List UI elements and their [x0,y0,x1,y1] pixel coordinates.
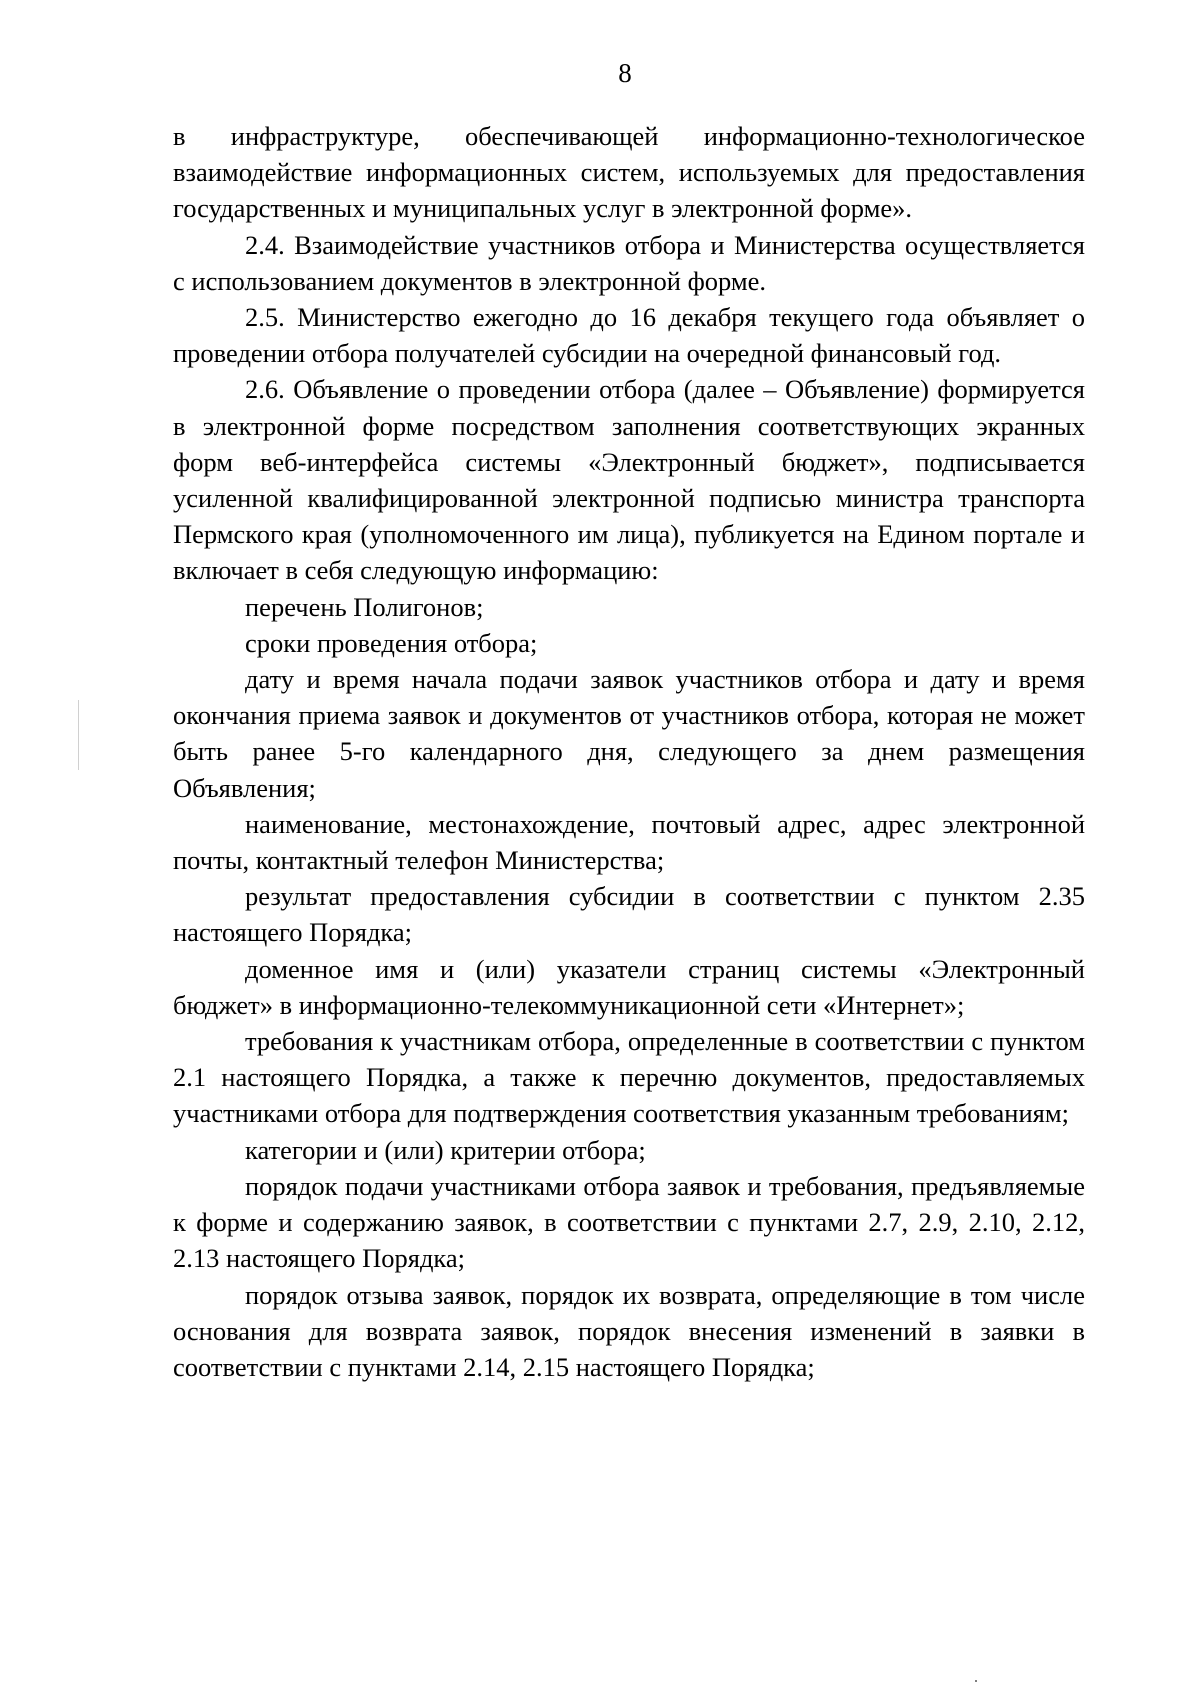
list-item-requirements: требования к участникам отбора, определенные в соответствии с пунктом 2.1 настоящего Порядка, а также к перечню документов, предоставляемых участниками отбора для подтверждения соответствия указанным требованиям; [173,1026,1085,1129]
paragraph-continuation: в инфраструктуре, обеспечивающей информационно-технологическое взаимодействие информационных систем, используемых для предоставления государственных и муниципальных услуг в электронной форме». [173,121,1085,224]
paragraph-2-4: 2.4. Взаимодействие участников отбора и Министерства осуществляется с использованием документов в электронной форме. [173,229,1085,296]
list-item-polygons: перечень Полигонов; [245,591,484,622]
paragraph-2-5: 2.5. Министерство ежегодно до 16 декабря текущего года объявляет о проведении отбора получателей субсидии на очередной финансовый год. [173,302,1085,369]
paragraph-2-6: 2.6. Объявление о проведении отбора (далее – Объявление) формируется в электронной форме посредством заполнения соответствующих экранных форм веб-интерфейса системы «Электронный бюджет», подписывается усиленной квалифицированной электронной подписью министра транспорта Пермского края (уполномоченного им лица), публикуется на Едином портале и включает в себя следующую информацию: [173,374,1085,586]
list-item-contacts: наименование, местонахождение, почтовый адрес, адрес электронной почты, контактный телефон Министерства; [173,808,1085,876]
document-body [173,118,1085,1385]
page-number: 8 [618,58,632,88]
scan-margin-line [78,700,79,770]
list-item-domain: доменное имя и (или) указатели страниц системы «Электронный бюджет» в информационно-телекоммуникационной сети «Интернет»; [173,953,1085,1020]
scan-speck [975,1680,977,1682]
list-item-withdrawal-order: порядок отзыва заявок, порядок их возврата, определяющие в том числе основания для возврата заявок, порядок внесения изменений в заявки в соответствии с пунктами 2.14, 2.15 настоящего Порядка; [173,1279,1085,1382]
list-item-dates: сроки проведения отбора; [245,627,538,658]
list-item-submission-time: дату и время начала подачи заявок участников отбора и дату и время окончания приема заявок и документов от участников отбора, которая не может быть ранее 5-го календарного дня, следующего за днем размещения Объявления; [173,664,1085,803]
list-item-result: результат предоставления субсидии в соответствии с пунктом 2.35 настоящего Порядка; [173,881,1085,948]
list-item-criteria: категории и (или) критерии отбора; [245,1134,646,1165]
list-item-submission-order: порядок подачи участниками отбора заявок и требования, предъявляемые к форме и содержанию заявок, в соответствии с пунктами 2.7, 2.9, 2.10, 2.12, 2.13 настоящего Порядка; [173,1170,1085,1274]
